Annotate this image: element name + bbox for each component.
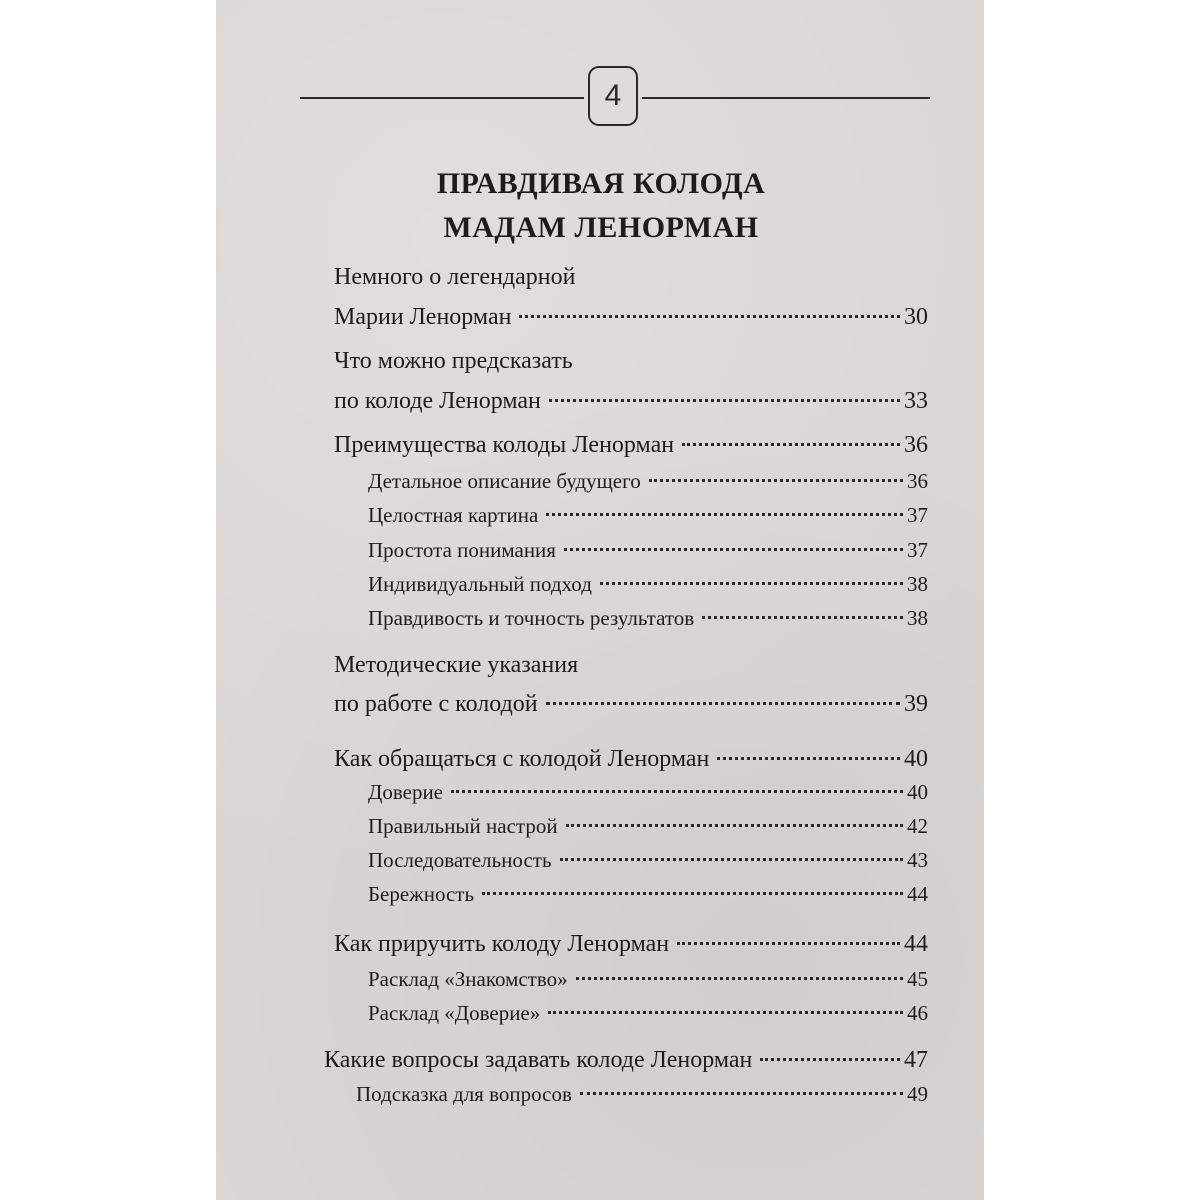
toc-entry-text: Доверие	[368, 780, 443, 804]
toc-subentry	[368, 464, 928, 498]
toc-page-number: 40	[907, 780, 928, 804]
toc-entry	[334, 687, 928, 721]
dot-leader	[546, 513, 903, 516]
book-page	[216, 0, 984, 1200]
toc-entry-text: Детальное описание будущего	[368, 469, 641, 493]
toc-page-number: 42	[907, 814, 928, 838]
toc-page-number: 36	[907, 469, 928, 493]
toc-subentry	[368, 567, 928, 601]
toc-entry-text: Простота понимания	[368, 538, 556, 562]
toc-page-number: 49	[907, 1082, 928, 1106]
toc-entry	[324, 1043, 928, 1077]
header-rule-right	[642, 97, 930, 99]
toc-subentry	[368, 843, 928, 877]
toc-subentry	[368, 533, 928, 567]
toc-entry-text: Преимущества колоды Ленорман	[334, 432, 675, 458]
dot-leader	[546, 702, 900, 705]
dot-leader	[482, 892, 903, 895]
toc-entry-text: Бережность	[368, 882, 475, 906]
dot-leader	[566, 824, 903, 827]
page-number: 4	[588, 66, 638, 126]
toc-entry-text: Какие вопросы задавать колоде Ленорман	[324, 1047, 753, 1073]
toc-entry-text: Что можно предсказать	[334, 348, 573, 374]
toc-subentry	[368, 498, 928, 532]
dot-leader	[564, 548, 903, 551]
toc-page-number: 43	[907, 848, 928, 872]
dot-leader	[649, 479, 903, 482]
toc-entry-text: Правдивость и точность результатов	[368, 606, 695, 630]
toc-entry-text: Как приручить колоду Ленорман	[334, 931, 670, 957]
toc-entry	[334, 927, 928, 961]
dot-leader	[702, 616, 903, 619]
dot-leader	[760, 1058, 900, 1061]
dot-leader	[717, 757, 900, 760]
toc-entry-text: по работе с колодой	[334, 691, 538, 717]
toc-page-number: 38	[907, 606, 928, 630]
chapter-title-line-2: МАДАМ ЛЕНОРМАН	[443, 211, 759, 244]
dot-leader	[560, 858, 903, 861]
dot-leader	[682, 443, 900, 446]
header-rule-left	[300, 97, 584, 99]
toc-page-number: 46	[907, 1001, 928, 1025]
dot-leader	[451, 790, 903, 793]
toc-page-number: 47	[904, 1047, 928, 1073]
toc-entry-text: Расклад «Знакомство»	[368, 967, 568, 991]
dot-leader	[576, 977, 903, 980]
toc-entry-text: Методические указания	[334, 652, 579, 678]
toc-entry	[334, 384, 928, 418]
dot-leader	[549, 399, 900, 402]
toc-page-number: 44	[904, 931, 928, 957]
toc-entry	[334, 742, 928, 776]
toc-subentry	[368, 877, 928, 911]
toc-subentry	[368, 601, 928, 635]
toc-subentry	[356, 1077, 928, 1111]
dot-leader	[580, 1092, 903, 1095]
toc-entry-text: Подсказка для вопросов	[356, 1082, 572, 1106]
toc-page-number: 33	[904, 388, 928, 414]
toc-page-number: 40	[904, 746, 928, 772]
toc-subentry	[368, 809, 928, 843]
toc-page-number: 38	[907, 572, 928, 596]
dot-leader	[677, 942, 900, 945]
toc-subentry	[368, 996, 928, 1030]
toc-entry	[334, 428, 928, 462]
toc-page-number: 44	[907, 882, 928, 906]
toc-entry-text: Немного о легендарной	[334, 264, 576, 290]
toc-entry-text: по колоде Ленорман	[334, 388, 541, 414]
toc-entry-text: Индивидуальный подход	[368, 572, 592, 596]
toc-page-number: 39	[904, 691, 928, 717]
toc-entry	[334, 300, 928, 334]
chapter-title-line-1: ПРАВДИВАЯ КОЛОДА	[436, 167, 766, 200]
dot-leader	[519, 315, 900, 318]
toc-page-number: 37	[907, 538, 928, 562]
toc-entry-text: Марии Ленорман	[334, 304, 512, 330]
toc-entry-text: Расклад «Доверие»	[368, 1001, 541, 1025]
toc-subentry	[368, 775, 928, 809]
toc-entry-text: Правильный настрой	[368, 814, 558, 838]
toc-entry-text: Последовательность	[368, 848, 552, 872]
toc-subentry	[368, 962, 928, 996]
toc-page-number: 45	[907, 967, 928, 991]
toc-page-number: 30	[904, 304, 928, 330]
dot-leader	[548, 1011, 903, 1014]
toc-entry-text: Как обращаться с колодой Ленорман	[334, 746, 710, 772]
toc-page-number: 37	[907, 503, 928, 527]
toc-entry-text: Целостная картина	[368, 503, 539, 527]
dot-leader	[600, 582, 903, 585]
toc-page-number: 36	[904, 432, 928, 458]
